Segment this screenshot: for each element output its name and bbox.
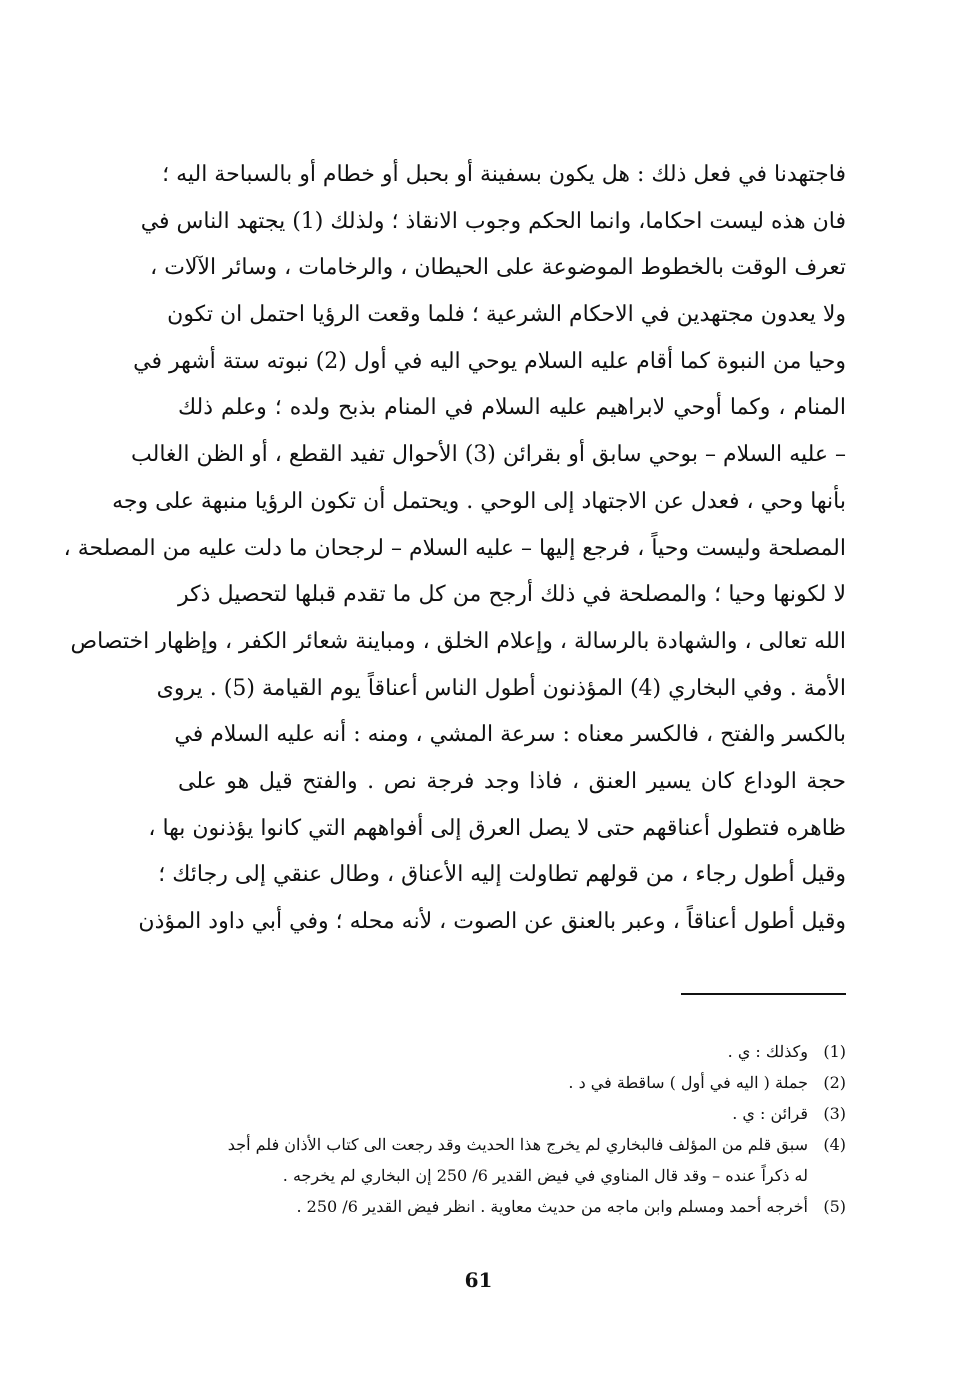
- footnote-number: (4): [823, 1135, 846, 1154]
- footnote-item: [190, 1067, 846, 1098]
- text-line: فاجتهدنا في فعل ذلك : هل يكون بسفينة أو بحبل أو خطام أو بالسباحة اليه ؛: [162, 162, 846, 187]
- text-line: وقيل أطول أعناقاً ، وعبر بالعنق عن الصوت ، لأنه محله ؛ وفي أبي داود المؤذن: [138, 909, 846, 934]
- text-line: الله تعالى ، والشهادة بالرسالة ، وإعلام الخلق ، ومباينة شعائر الكفر ، وإظهار اختصاص: [70, 628, 846, 654]
- text-line: بأنها وحي ، فعدل عن الاجتهاد إلى الوحي . ويحتمل أن تكون الرؤيا منبهة على وجه: [112, 488, 846, 514]
- footnote-continuation: له ذكراً عنده – وقد قال المناوي في فيض القدير 6/ 250 إن البخاري لم يخرجه .: [282, 1166, 808, 1185]
- text-line: الأمة . وفي البخاري (4) المؤذنون أطول الناس أعناقاً يوم القيامة (5) . يروى: [156, 675, 846, 701]
- footnote-item: [190, 1036, 846, 1067]
- main-text: [63, 152, 847, 946]
- text-line: – عليه السلام – بوحي سابق أو بقرائن (3) الأحوال تفيد القطع ، أو الظن الغالب: [131, 442, 846, 468]
- text-line: ولا يعدون مجتهدين في الاحكام الشرعية ؛ فلما وقعت الرؤيا احتمل ان تكون: [167, 302, 846, 328]
- text-line: وقيل أطول رجاء ، من قولهم تطاولت إليه الأعناق ، وطال عنقي إلى رجائك ؛: [158, 862, 846, 888]
- footnote-text: سبق قلم من المؤلف فالبخاري لم يخرج هذا الحديث وقد رجعت الى كتاب الأذان فلم أجد: [227, 1135, 808, 1154]
- footnote-text: أخرجه أحمد ومسلم وابن ماجه من حديث معاوية . انظر فيض القدير 6/ 250 .: [296, 1197, 808, 1216]
- text-line: وحيا من النبوة كما أقام عليه السلام يوحي اليه في أول (2) نبوته ستة أشهر في: [133, 348, 846, 374]
- text-line: بالكسر والفتح ، فالكسر معناه : سرعة المشي ، ومنه : أنه عليه السلام في: [174, 722, 846, 748]
- text-line: فان هذه ليست احكاما، وانما الحكم وجوب الانقاذ ؛ ولذلك (1) يجتهد الناس في: [140, 208, 846, 234]
- footnote-text: وكذلك : ي .: [727, 1042, 808, 1061]
- footnote-number: (5): [823, 1197, 846, 1216]
- text-line: المصلحة وليست وحياً ، فرجع إليها – عليه السلام – لرجحان ما دلت عليه من المصلحة ،: [63, 535, 846, 561]
- text-line: تعرف الوقت بالخطوط الموضوعة على الحيطان ، والرخامات ، وسائر الآلات ،: [150, 255, 846, 281]
- footnote-item: [190, 1191, 846, 1222]
- text-line: المنام ، وكما أوحي لابراهيم عليه السلام في المنام بذبح ولده ؛ وعلم ذلك: [178, 395, 846, 421]
- footnote-number: (1): [823, 1042, 846, 1061]
- text-line: حجة الوداع كان يسير العنق ، فاذا وجد فرجة نص . والفتح قيل هو على: [178, 768, 846, 794]
- text-line: ظاهره فتطول أعناقهم حتى لا يصل العرق إلى أفواههم التي كانوا يؤذنون بها ،: [148, 815, 846, 841]
- footnote-number: (3): [823, 1104, 846, 1123]
- footnote-divider: [681, 993, 846, 995]
- page-number: 61: [464, 1268, 493, 1292]
- footnote-text: قرائن : ي .: [732, 1104, 808, 1123]
- footnote-item: [190, 1129, 846, 1160]
- text-line: لا لكونها وحيا ؛ والمصلحة في ذلك أرجح من كل ما تقدم قبلها لتحصيل ذكر: [178, 582, 847, 608]
- footnote-number: (2): [823, 1073, 846, 1092]
- footnote-item: [190, 1098, 846, 1129]
- footnote-text: جملة ( اليه في أول ) ساقطة في د .: [568, 1073, 808, 1092]
- footnotes: [190, 1036, 846, 1222]
